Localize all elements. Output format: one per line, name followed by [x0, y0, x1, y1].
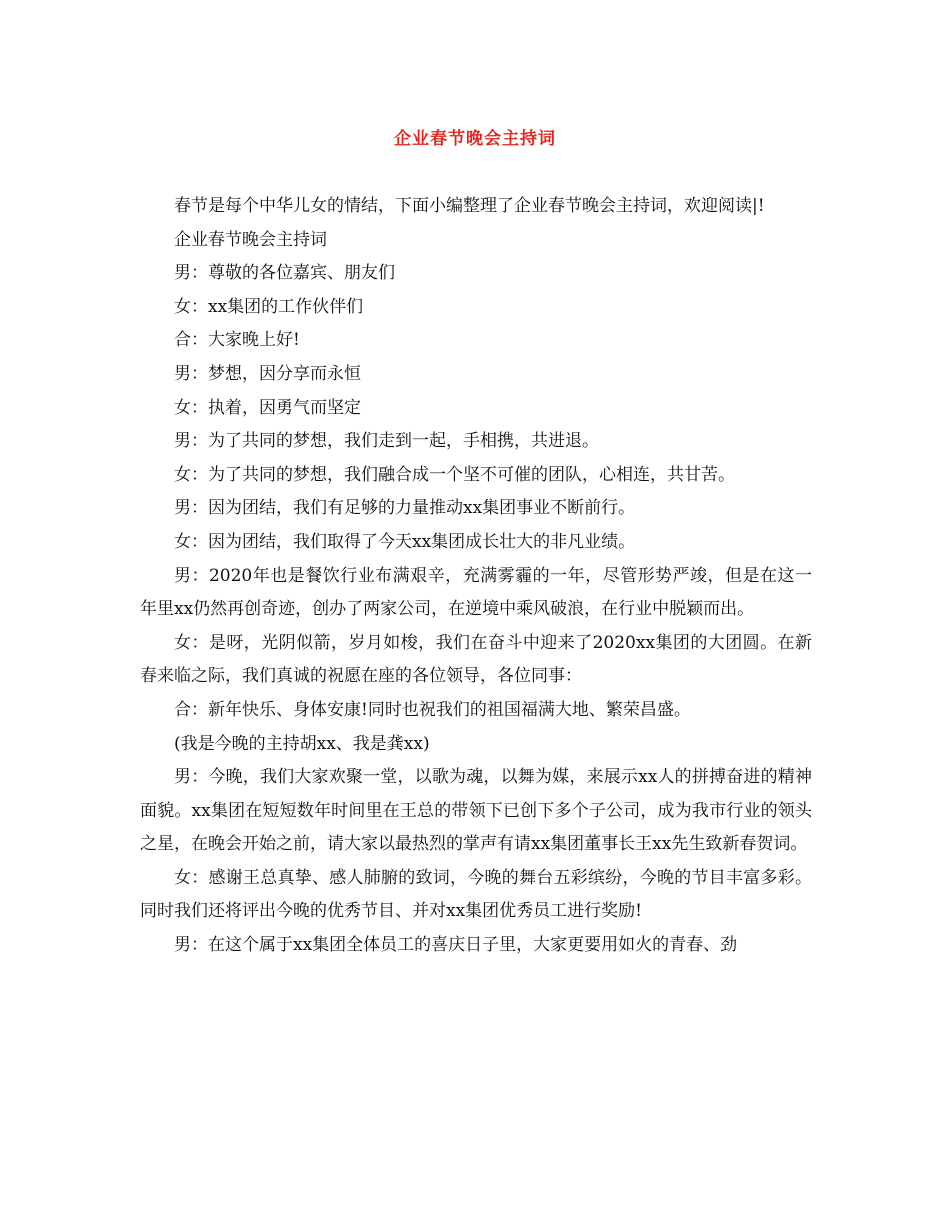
paragraph: 春节是每个中华儿女的情结，下面小编整理了企业春节晚会主持词，欢迎阅读|!	[174, 196, 765, 216]
paragraph: 合：新年快乐、身体安康!同时也祝我们的祖国福满大地、繁荣昌盛。	[174, 699, 691, 720]
document-title: 企业春节晚会主持词	[394, 129, 556, 149]
paragraph: 女：感谢王总真挚、感人肺腑的致词，今晚的舞台五彩缤纷，今晚的节目丰富多彩。同时我们还将评出今晚的优秀节目、并对xx集团优秀员工进行奖励!	[140, 867, 812, 922]
paragraph: 男：2020年也是餐饮行业布满艰辛，充满雾霾的一年，尽管形势严竣，但是在这一年里xx仍然再创奇迹，创办了两家公司，在逆境中乘风破浪，在行业中脱颖而出。	[140, 565, 812, 620]
paragraph: 女：为了共同的梦想，我们融合成一个坚不可催的团队，心相连，共甘苦。	[174, 464, 735, 485]
paragraph: 合：大家晚上好!	[174, 330, 300, 351]
paragraph: 男：因为团结，我们有足够的力量推动xx集团事业不断前行。	[174, 498, 636, 519]
paragraph: 男：在这个属于xx集团全体员工的喜庆日子里，大家更要用如火的青春、劲	[174, 935, 738, 956]
paragraph: 男：梦想，因分享而永恒	[174, 363, 361, 384]
paragraph: 企业春节晚会主持词	[174, 229, 327, 250]
paragraph: 女：因为团结，我们取得了今天xx集团成长壮大的非凡业绩。	[174, 531, 636, 552]
document-body	[140, 190, 812, 963]
paragraph: 男：为了共同的梦想，我们走到一起，手相携，共进退。	[174, 431, 599, 452]
paragraph: 女：执着，因勇气而坚定	[174, 397, 361, 418]
paragraph: 男：今晚，我们大家欢聚一堂，以歌为魂，以舞为媒，来展示xx人的拼搏奋进的精神面貌。xx集团在短短数年时间里在王总的带领下已创下多个子公司，成为我市行业的领头之星，在晚会开始之前，请大家以最热烈的掌声有请xx集团董事长王xx先生致新春贺词。	[140, 767, 812, 855]
paragraph: 男：尊敬的各位嘉宾、朋友们	[174, 263, 395, 284]
paragraph: 女：是呀，光阴似箭，岁月如梭，我们在奋斗中迎来了2020xx集团的大团圆。在新春来临之际，我们真诚的祝愿在座的各位领导，各位同事：	[140, 632, 812, 687]
paragraph: 女：xx集团的工作伙伴们	[174, 296, 364, 317]
paragraph: (我是今晚的主持胡xx、我是龚xx)	[174, 733, 430, 754]
